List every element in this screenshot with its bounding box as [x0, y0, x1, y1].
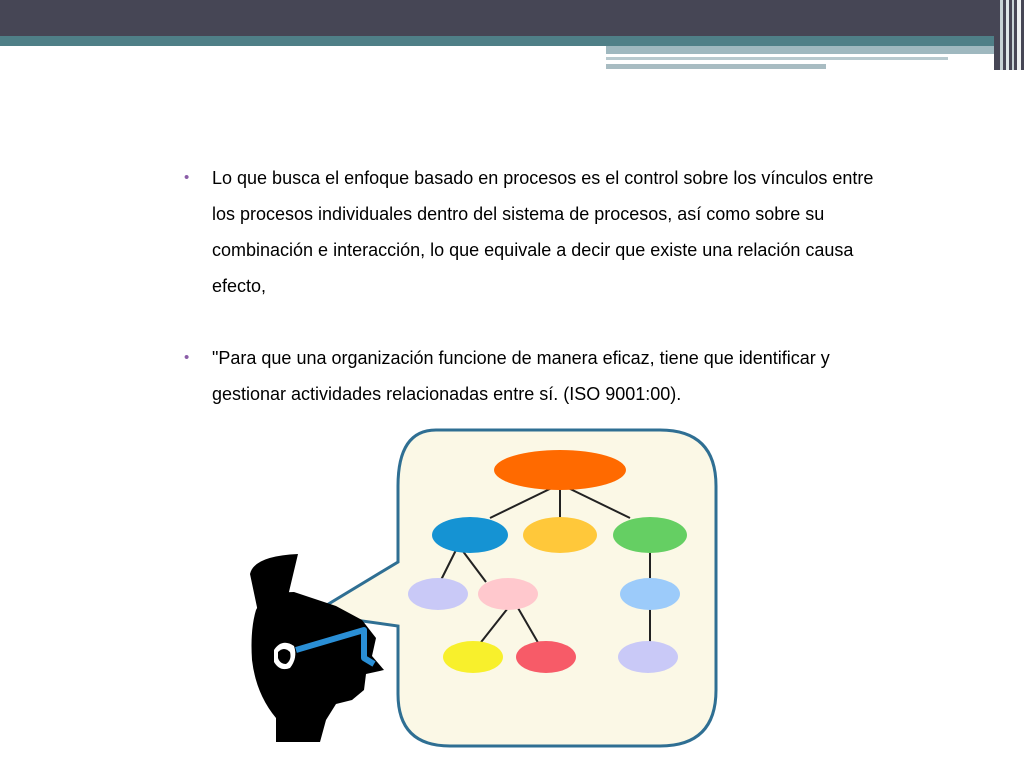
header-gray-line	[606, 57, 948, 60]
bullet-text-1: Lo que busca el enfoque basado en procesos es el control sobre los vínculos entre los procesos individuales dentro del sistema de procesos, así como sobre su combinación e interacción, lo que equivale a decir que existe una relación causa efecto,	[212, 168, 874, 296]
org-node-root	[494, 450, 626, 490]
org-node-green	[613, 517, 687, 553]
org-node-red	[516, 641, 576, 673]
bullet-marker: •	[184, 169, 190, 186]
header-stripes-decoration	[994, 0, 1024, 70]
slide-content	[178, 160, 878, 412]
org-node-lightblue	[620, 578, 680, 610]
bullet-text-2: "Para que una organización funcione de manera eficaz, tiene que identificar y gestionar actividades relacionadas entre sí. (ISO 9001:00).	[212, 348, 830, 404]
bullet-item-2	[178, 340, 878, 412]
bullet-item-1	[178, 160, 878, 304]
org-node-bright-yellow	[443, 641, 503, 673]
header-gray-band	[606, 46, 1024, 54]
thinking-person-with-org-chart-icon	[240, 424, 730, 754]
header-dark-bar	[0, 0, 1024, 36]
header-teal-band	[0, 36, 1024, 46]
org-node-yellow	[523, 517, 597, 553]
org-node-pink	[478, 578, 538, 610]
header-gray-line-short	[606, 64, 826, 69]
bullet-marker: •	[184, 349, 190, 366]
org-node-blue	[432, 517, 508, 553]
org-node-lavender	[408, 578, 468, 610]
org-node-lavender-2	[618, 641, 678, 673]
